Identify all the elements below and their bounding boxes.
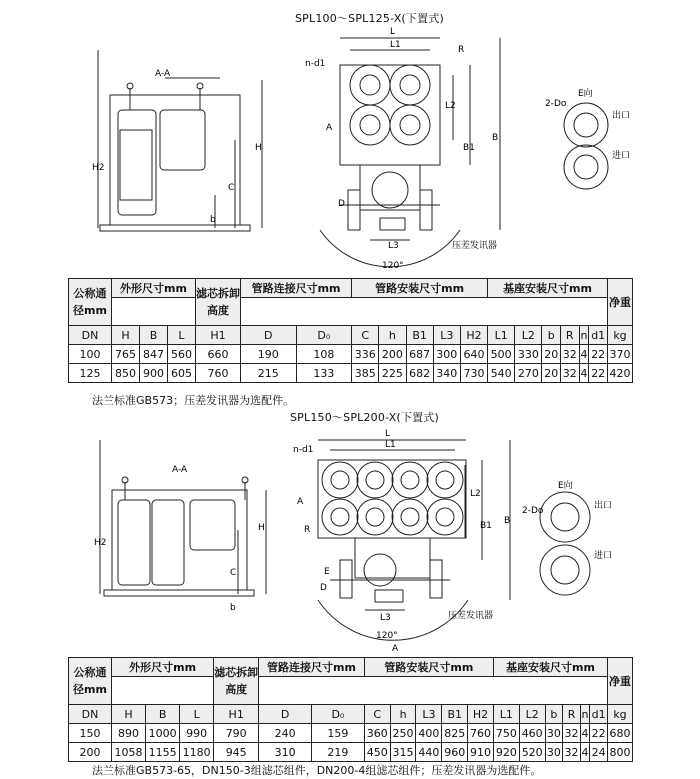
cell: 20: [542, 364, 561, 383]
cell: 450: [364, 743, 390, 762]
s2-unit: n: [580, 705, 589, 724]
cell: 240: [259, 724, 312, 743]
cell: 200: [69, 743, 112, 762]
section2-title: SPL150～SPL200-X(下置式): [290, 411, 440, 424]
s1-label-bb: B: [492, 133, 499, 143]
cell: 605: [167, 364, 195, 383]
cell: 540: [488, 364, 515, 383]
s2-label-bb: B: [504, 516, 511, 526]
cell: 460: [519, 724, 545, 743]
s2-unit: L2: [519, 705, 545, 724]
s2-unit: D: [259, 705, 312, 724]
s2-label-angle: 120°: [376, 631, 398, 641]
s1-hdr-nominal: 公称通径mm: [69, 279, 112, 326]
cell: 150: [69, 724, 112, 743]
s2-label-b: b: [230, 603, 236, 613]
s1-unit: d1: [589, 326, 608, 345]
s1-unit: L3: [433, 326, 460, 345]
s2-label-l3: L3: [380, 613, 391, 623]
s1-hdr-filter: 滤芯拆卸高度: [195, 279, 240, 326]
s2-hdr-pipe: 管路连接尺寸mm: [259, 658, 365, 677]
s1-unit: H1: [195, 326, 240, 345]
s1-label-eview: E向: [578, 89, 593, 99]
cell: 847: [139, 345, 167, 364]
s2-unit: B: [146, 705, 180, 724]
cell: 20: [542, 345, 561, 364]
cell: 420: [608, 364, 633, 383]
s1-label-outlet: 出口: [612, 111, 631, 121]
cell: 200: [379, 345, 406, 364]
s1-label-angle: 120°: [382, 261, 404, 271]
cell: 890: [112, 724, 146, 743]
s1-label-l: L: [390, 27, 396, 37]
s2-unit: L1: [493, 705, 519, 724]
s2-unit: L: [180, 705, 214, 724]
s1-unit: L1: [488, 326, 515, 345]
s1-label-aa: A-A: [155, 69, 171, 79]
cell: 4: [579, 345, 589, 364]
s1-label-h2: H2: [92, 163, 105, 173]
cell: 990: [180, 724, 214, 743]
cell: 310: [259, 743, 312, 762]
cell: 24: [590, 743, 608, 762]
section2-drawing: [0, 420, 700, 655]
cell: 385: [352, 364, 379, 383]
s1-label-inlet: 进口: [612, 151, 631, 161]
s1-label-b: b: [210, 215, 216, 225]
s2-unit: h: [390, 705, 416, 724]
cell: 1000: [146, 724, 180, 743]
cell: 400: [416, 724, 442, 743]
s2-label-c: C: [230, 568, 237, 578]
s2-label-h2: H2: [94, 538, 107, 548]
s2-label-aa: A-A: [172, 465, 188, 475]
s1-hdr-weight: 净重: [608, 279, 633, 326]
s1-label-c: C: [228, 183, 235, 193]
cell: 190: [240, 345, 296, 364]
cell: 30: [545, 743, 563, 762]
table-row: [69, 364, 633, 383]
cell: 900: [139, 364, 167, 383]
s1-unit: H2: [460, 326, 487, 345]
cell: 4: [580, 724, 589, 743]
cell: 32: [563, 743, 581, 762]
s1-label-l1: L1: [390, 40, 401, 50]
cell: 360: [364, 724, 390, 743]
s2-unit: C: [364, 705, 390, 724]
s1-unit: H: [112, 326, 140, 345]
s2-label-nd1: n-d1: [293, 445, 314, 455]
s1-label-r: R: [458, 45, 465, 55]
s2-unit: D₀: [312, 705, 365, 724]
cell: 370: [608, 345, 633, 364]
s2-label-l: L: [385, 429, 391, 439]
s2-hdr-pipeinstall: 管路安装尺寸mm: [364, 658, 493, 677]
cell: 4: [580, 743, 589, 762]
s1-hdr-outline: 外形尺寸mm: [112, 279, 196, 298]
s2-unit: B1: [442, 705, 468, 724]
cell: 32: [560, 345, 579, 364]
s2-label-l1: L1: [385, 440, 396, 450]
s2-label-2do: 2-Do: [522, 506, 544, 516]
section1-spec-table: [68, 278, 633, 383]
s1-label-l3: L3: [388, 241, 399, 251]
s2-label-r: R: [304, 525, 311, 535]
cell: 30: [545, 724, 563, 743]
cell: 125: [69, 364, 112, 383]
s1-unit: D: [240, 326, 296, 345]
cell: 108: [296, 345, 352, 364]
s1-unit: b: [542, 326, 561, 345]
section1-title: SPL100～SPL125-X(下置式): [295, 12, 445, 25]
cell: 219: [312, 743, 365, 762]
s1-unit: C: [352, 326, 379, 345]
cell: 1180: [180, 743, 214, 762]
cell: 500: [488, 345, 515, 364]
s1-unit: B1: [406, 326, 433, 345]
s2-unit: H1: [214, 705, 259, 724]
s2-unit: R: [563, 705, 581, 724]
cell: 790: [214, 724, 259, 743]
s1-unit: D₀: [296, 326, 352, 345]
s1-unit: h: [379, 326, 406, 345]
cell: 159: [312, 724, 365, 743]
section1-drawing: [0, 0, 700, 275]
cell: 920: [493, 743, 519, 762]
s2-unit: H: [112, 705, 146, 724]
cell: 22: [589, 345, 608, 364]
cell: 133: [296, 364, 352, 383]
s2-unit: b: [545, 705, 563, 724]
cell: 760: [468, 724, 494, 743]
cell: 760: [195, 364, 240, 383]
cell: 440: [416, 743, 442, 762]
cell: 850: [112, 364, 140, 383]
cell: 340: [433, 364, 460, 383]
section2-spec-table: [68, 657, 633, 762]
s1-unit: L: [167, 326, 195, 345]
table-row: [69, 345, 633, 364]
cell: 1155: [146, 743, 180, 762]
cell: 300: [433, 345, 460, 364]
cell: 1058: [112, 743, 146, 762]
s2-hdr-weight: 净重: [608, 658, 633, 705]
s2-label-e: E: [324, 567, 330, 577]
s2-unit: DN: [69, 705, 112, 724]
s1-hdr-pipe: 管路连接尺寸mm: [240, 279, 351, 298]
s2-hdr-nominal: 公称通径mm: [69, 658, 112, 705]
cell: 750: [493, 724, 519, 743]
s1-hdr-base: 基座安装尺寸mm: [488, 279, 608, 298]
s2-label-d: D: [320, 583, 327, 593]
s1-label-d: D: [338, 199, 345, 209]
cell: 330: [515, 345, 542, 364]
cell: 336: [352, 345, 379, 364]
s1-unit: DN: [69, 326, 112, 345]
cell: 910: [468, 743, 494, 762]
s1-hdr-pipeinstall: 管路安装尺寸mm: [352, 279, 488, 298]
cell: 687: [406, 345, 433, 364]
s1-label-b1: B1: [463, 143, 475, 153]
s2-unit: kg: [608, 705, 633, 724]
s1-unit: n: [579, 326, 589, 345]
cell: 4: [579, 364, 589, 383]
cell: 825: [442, 724, 468, 743]
s1-label-a: A: [326, 123, 333, 133]
cell: 682: [406, 364, 433, 383]
s1-unit: R: [560, 326, 579, 345]
s2-label-l2: L2: [470, 489, 481, 499]
s2-label-eview: E向: [558, 481, 573, 491]
cell: 100: [69, 345, 112, 364]
s2-label-b1: B1: [480, 521, 492, 531]
cell: 945: [214, 743, 259, 762]
cell: 730: [460, 364, 487, 383]
cell: 560: [167, 345, 195, 364]
cell: 640: [460, 345, 487, 364]
s1-unit: kg: [608, 326, 633, 345]
cell: 225: [379, 364, 406, 383]
s2-label-inlet: 进口: [594, 551, 613, 561]
cell: 315: [390, 743, 416, 762]
s1-unit: B: [139, 326, 167, 345]
cell: 960: [442, 743, 468, 762]
cell: 250: [390, 724, 416, 743]
section2-note: 法兰标准GB573-65，DN150-3组滤芯组件，DN200-4组滤芯组件；压差发讯器为选配件。: [92, 764, 542, 777]
s2-unit: d1: [590, 705, 608, 724]
s1-label-gauge: 压差发讯器: [452, 241, 498, 251]
cell: 32: [563, 724, 581, 743]
s1-label-nd1: n-d1: [305, 59, 326, 69]
cell: 22: [589, 364, 608, 383]
s1-label-h: H: [255, 143, 262, 153]
s2-label-outlet: 出口: [594, 501, 613, 511]
s2-label-ia: A: [392, 644, 399, 654]
cell: 270: [515, 364, 542, 383]
s2-unit: L3: [416, 705, 442, 724]
s2-label-h: H: [258, 523, 265, 533]
s2-unit: H2: [468, 705, 494, 724]
s1-label-l2: L2: [445, 101, 456, 111]
s1-label-2do: 2-Do: [545, 99, 567, 109]
cell: 800: [608, 743, 633, 762]
cell: 680: [608, 724, 633, 743]
s2-hdr-base: 基座安装尺寸mm: [493, 658, 607, 677]
cell: 765: [112, 345, 140, 364]
cell: 660: [195, 345, 240, 364]
s2-hdr-outline: 外形尺寸mm: [112, 658, 214, 677]
table-row: [69, 724, 633, 743]
s2-label-a: A: [297, 497, 304, 507]
cell: 22: [590, 724, 608, 743]
table-row: [69, 743, 633, 762]
s2-label-gauge: 压差发讯器: [448, 611, 494, 621]
cell: 32: [560, 364, 579, 383]
cell: 520: [519, 743, 545, 762]
s1-unit: L2: [515, 326, 542, 345]
section1-note: 法兰标准GB573；压差发讯器为选配件。: [92, 394, 295, 407]
s2-hdr-filter: 滤芯拆卸高度: [214, 658, 259, 705]
cell: 215: [240, 364, 296, 383]
